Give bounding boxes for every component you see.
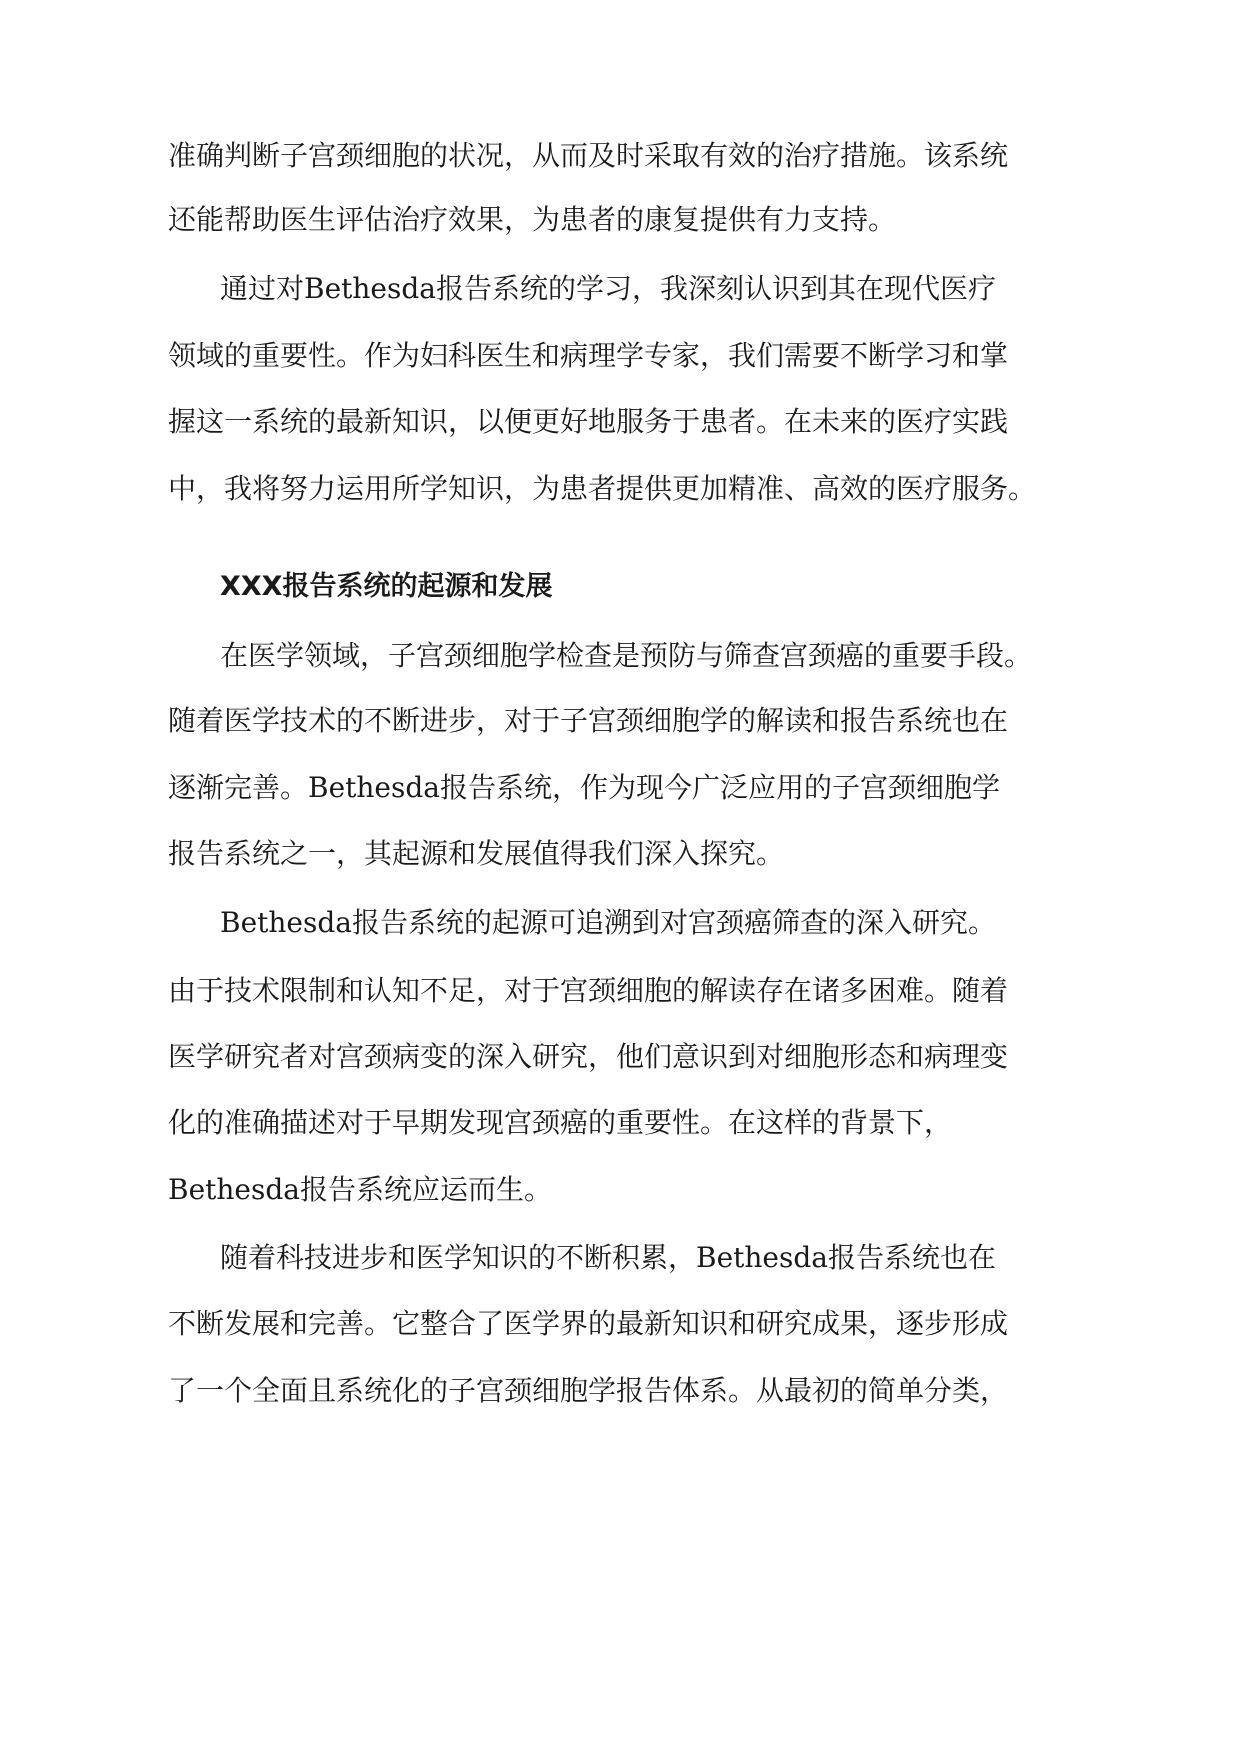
paragraph-line: Bethesda报告系统的起源可追溯到对宫颈癌筛查的深入研究。: [220, 906, 996, 939]
paragraph-line: 化的准确描述对于早期发现宫颈癌的重要性。在这样的背景下，: [168, 1106, 953, 1139]
paragraph-line: 随着医学技术的不断进步，对于子宫颈细胞学的解读和报告系统也在: [168, 704, 1009, 737]
paragraph-line: 通过对Bethesda报告系统的学习，我深刻认识到其在现代医疗: [220, 272, 996, 305]
paragraph-line: Bethesda报告系统应运而生。: [168, 1173, 552, 1206]
paragraph-line: 握这一系统的最新知识，以便更好地服务于患者。在未来的医疗实践: [168, 405, 1009, 438]
paragraph-line: 在医学领域，子宫颈细胞学检查是预防与筛查宫颈癌的重要手段。: [220, 639, 1033, 672]
paragraph-line: 医学研究者对宫颈病变的深入研究，他们意识到对细胞形态和病理变: [168, 1040, 1009, 1073]
paragraph-line: 随着科技进步和医学知识的不断积累，Bethesda报告系统也在: [220, 1241, 996, 1274]
paragraph-line: 不断发展和完善。它整合了医学界的最新知识和研究成果，逐步形成: [168, 1307, 1009, 1340]
paragraph-line: 逐渐完善。Bethesda报告系统，作为现今广泛应用的子宫颈细胞学: [168, 771, 1000, 804]
paragraph-line: 中，我将努力运用所学知识，为患者提供更加精准、高效的医疗服务。: [168, 472, 1037, 505]
paragraph-line: 还能帮助医生评估治疗效果，为患者的康复提供有力支持。: [168, 203, 897, 236]
section-heading: XXX报告系统的起源和发展: [220, 571, 553, 602]
paragraph-line: 报告系统之一，其起源和发展值得我们深入探究。: [168, 837, 785, 870]
paragraph-line: 准确判断子宫颈细胞的状况，从而及时采取有效的治疗措施。该系统: [168, 139, 1009, 172]
paragraph-line: 了一个全面且系统化的子宫颈细胞学报告体系。从最初的简单分类，: [168, 1374, 1009, 1407]
paragraph-line: 领域的重要性。作为妇科医生和病理学专家，我们需要不断学习和掌: [168, 339, 1009, 372]
paragraph-line: 由于技术限制和认知不足，对于宫颈细胞的解读存在诸多困难。随着: [168, 974, 1009, 1007]
